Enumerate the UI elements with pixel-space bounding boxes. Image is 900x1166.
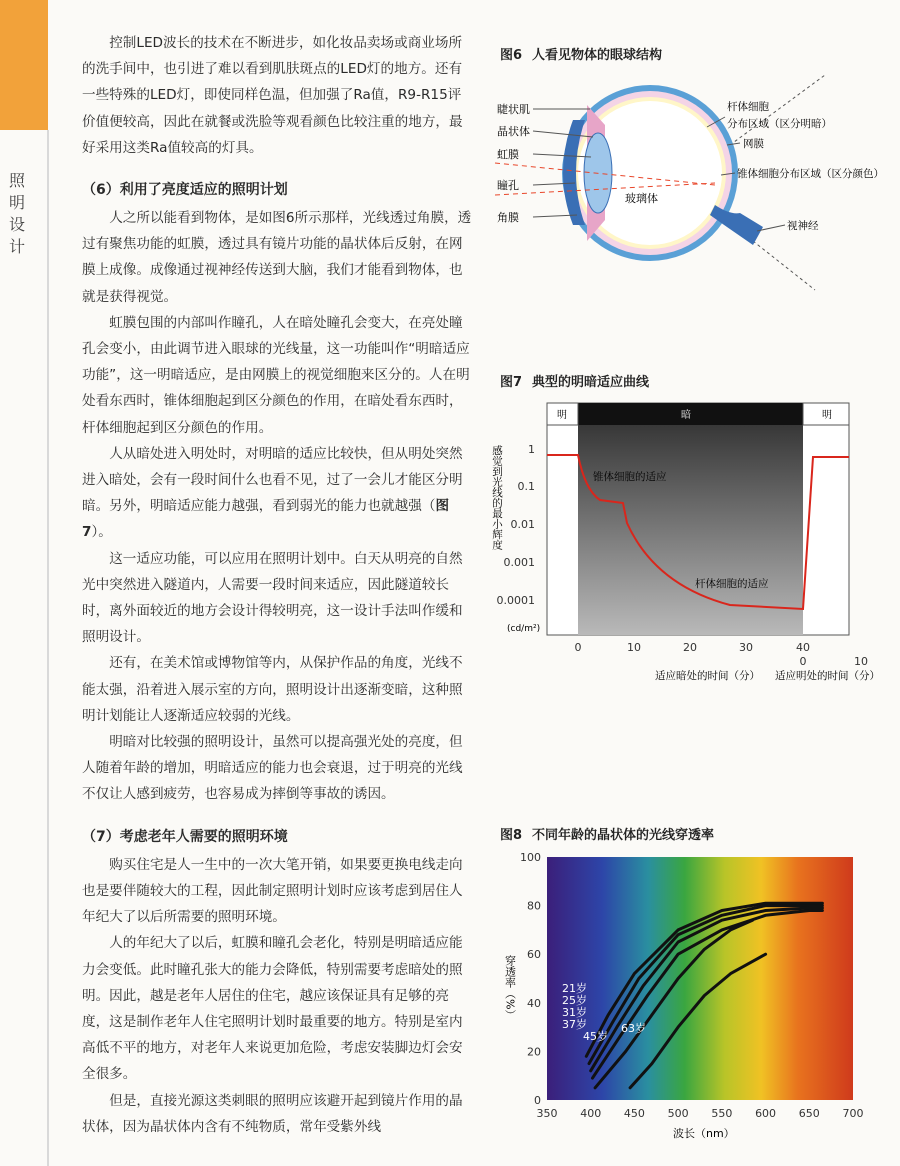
paragraph: 控制LED波长的技术在不断进步，如化妆品卖场或商业场所的洗手间中，也引进了难以看到肌肤斑点的LED灯的地方。还有一些特殊的LED灯，即使同样色温，但加强了Ra值，R9-R15评价值便较高，因此在就餐或洗脸等观看颜色比较注重的地方，最好采用这类Ra值较高的灯具。: [82, 35, 463, 156]
fig8-number: 图8: [500, 828, 523, 843]
paragraph: 但是，直接光源这类刺眼的照明应该避开起到镜片作用的晶状体，因为晶状体内含有不纯物质，常年受紫外线: [82, 1092, 463, 1135]
y-tick: 0.001: [503, 556, 535, 569]
dark-region: [578, 403, 803, 635]
fig7-number: 图7: [500, 375, 523, 390]
x-tick: 400: [580, 1107, 602, 1120]
dark-adaptation-chart: [491, 395, 895, 685]
y-tick: 40: [527, 996, 541, 1010]
label-vitreous: 玻璃体: [625, 192, 658, 205]
y-tick: 100: [520, 851, 541, 864]
label-cornea: 角膜: [497, 211, 519, 224]
paragraph: 人之所以能看到物体，是如图6所示那样，光线透过角膜，透过有聚焦功能的虹膜，透过具有镜片功能的晶状体后反射，在网膜上成像。成像通过视神经传送到大脑，我们才能看到物体，也就是获得视觉。: [82, 210, 472, 305]
label-retina: 网膜: [743, 138, 764, 150]
side-rule: [47, 130, 49, 1166]
paragraph: 人的年纪大了以后，虹膜和瞳孔会老化，特别是明暗适应能力会变低。此时瞳孔张大的能力会降低，特别需要考虑暗处的照明。因此，越是老年人居住的住宅，越应该保证具有足够的亮度，这是制作老年人住宅照明计划时最重要的地方。特别是室内高低不平的地方，对老年人来说更加危险，考虑安装脚边灯会安全很多。: [82, 935, 463, 1083]
section-tab: [0, 0, 48, 130]
paragraph: 还有，在美术馆或博物馆等内，从保护作品的角度，光线不能太强，沿着进入展示室的方向，照明设计出逐渐变暗，这种照明计划能让人逐渐适应较弱的光线。: [82, 655, 463, 724]
text: 人从暗处进入明处时，对明暗的适应比较快，但从明处突然进入暗处，会有一段时间什么也看不见，过了一会儿才能区分明暗。另外，明暗适应能力越强，看到弱光的能力也就越强（: [82, 445, 463, 515]
y-tick: 60: [527, 948, 541, 962]
paragraph: [82, 441, 472, 546]
label-cone-region: 锥体细胞分布区域（区分颜色）: [737, 168, 884, 180]
section-heading-6: （6）利用了亮度适应的照明计划: [82, 182, 288, 199]
label-rod: 杆体细胞: [727, 101, 769, 113]
series-label-45: 45岁: [583, 1030, 608, 1043]
series-label-21: 21岁: [562, 982, 587, 995]
x-tick-light: 10: [854, 655, 868, 668]
x-tick: 550: [711, 1107, 733, 1120]
band-light-left: 明: [557, 410, 567, 421]
eye-diagram: [495, 65, 895, 300]
x-tick: 650: [798, 1107, 820, 1120]
cone-adaptation-label: 锥体细胞的适应: [593, 471, 667, 483]
label-iris: 虹膜: [497, 148, 519, 161]
x-tick: 450: [623, 1107, 645, 1120]
fig6-number: 图6: [500, 48, 523, 63]
y-tick: 0.01: [510, 518, 535, 531]
x-tick: 350: [536, 1107, 558, 1120]
x-tick-light: 0: [799, 655, 807, 668]
body-text: [82, 30, 472, 1140]
series-label-37: 37岁: [562, 1018, 587, 1031]
series-label-63: 63岁: [621, 1022, 646, 1035]
fig7-title: [500, 371, 649, 390]
y-tick: 20: [527, 1045, 541, 1059]
fig8-title: [500, 824, 714, 843]
transmittance-chart: [495, 845, 895, 1150]
section-heading-7: （7）考虑老年人需要的照明环境: [82, 828, 288, 845]
fig6-caption: 人看见物体的眼球结构: [532, 48, 663, 63]
y-axis-label: 穿透率（%）: [503, 955, 517, 1021]
y-axis-label: 感觉到光线的最小辉度: [491, 445, 503, 550]
x-tick: 700: [842, 1107, 864, 1120]
y-tick: 80: [527, 899, 541, 913]
label-rod-region: 分布区域（区分明暗）: [727, 118, 832, 130]
series-label-31: 31岁: [562, 1006, 587, 1019]
x-axis-label-dark: 适应暗处的时间（分）: [655, 670, 760, 682]
fig8-caption: 不同年龄的晶状体的光线穿透率: [532, 828, 715, 843]
paragraph: 虹膜包围的内部叫作瞳孔，人在暗处瞳孔会变大，在亮处瞳孔会变小，由此调节进入眼球的光线量，这一功能叫作“明暗适应功能”，这一明暗适应，是由网膜上的视觉细胞来区分的。人在明处看东西时，锥体细胞起到区分颜色的作用，在暗处看东西时，杆体细胞起到区分颜色的作用。: [82, 314, 470, 436]
x-tick-dark: 0: [574, 641, 582, 654]
series-label-25: 25岁: [562, 994, 587, 1007]
x-tick-dark: 20: [683, 641, 697, 654]
spectrum-background: [547, 857, 853, 1100]
x-axis-label: 波长（nm）: [673, 1127, 735, 1140]
x-axis-label-light: 适应明处的时间（分）: [775, 670, 880, 682]
label-ciliary: 睫状肌: [497, 103, 530, 116]
band-dark: 暗: [681, 410, 691, 421]
y-tick: 0.0001: [496, 594, 535, 607]
paragraph: 这一适应功能，可以应用在照明计划中。白天从明亮的自然光中突然进入隧道内，人需要一段时间来适应，因此隧道较长时，离外面较近的地方会设计得较明亮，这一设计手法叫作缓和照明设计。: [82, 550, 463, 646]
x-tick: 500: [667, 1107, 689, 1120]
x-tick-dark: 40: [796, 641, 810, 654]
section-label: 照明设计: [8, 171, 27, 256]
y-tick: 0: [534, 1094, 541, 1107]
fig7-caption: 典型的明暗适应曲线: [532, 375, 650, 390]
x-tick-dark: 10: [627, 641, 641, 654]
paragraph: 购买住宅是人一生中的一次大笔开销，如果要更换电线走向也是要伴随较大的工程，因此制定照明计划时应该考虑到居住人年纪大了以后所需要的照明环境。: [82, 856, 463, 926]
label-lens: 晶状体: [497, 125, 530, 138]
figure-reference: 图7: [82, 498, 450, 541]
rod-adaptation-label: 杆体细胞的适应: [695, 578, 769, 590]
fig6-title: [500, 44, 662, 63]
x-tick: 600: [755, 1107, 777, 1120]
y-unit: (cd/m²): [507, 624, 541, 634]
label-optic-nerve: 视神经: [787, 220, 819, 232]
paragraph: 明暗对比较强的照明设计，虽然可以提高强光处的亮度，但人随着年龄的增加，明暗适应的能力也会衰退，过于明亮的光线不仅让人感到疲劳，也容易成为摔倒等事故的诱因。: [82, 734, 463, 803]
label-pupil: 瞳孔: [497, 179, 519, 192]
band-light-right: 明: [822, 410, 832, 421]
x-tick-dark: 30: [739, 641, 753, 654]
y-tick: 1: [528, 443, 535, 456]
text: ）。: [91, 524, 112, 541]
y-tick: 0.1: [517, 480, 535, 493]
